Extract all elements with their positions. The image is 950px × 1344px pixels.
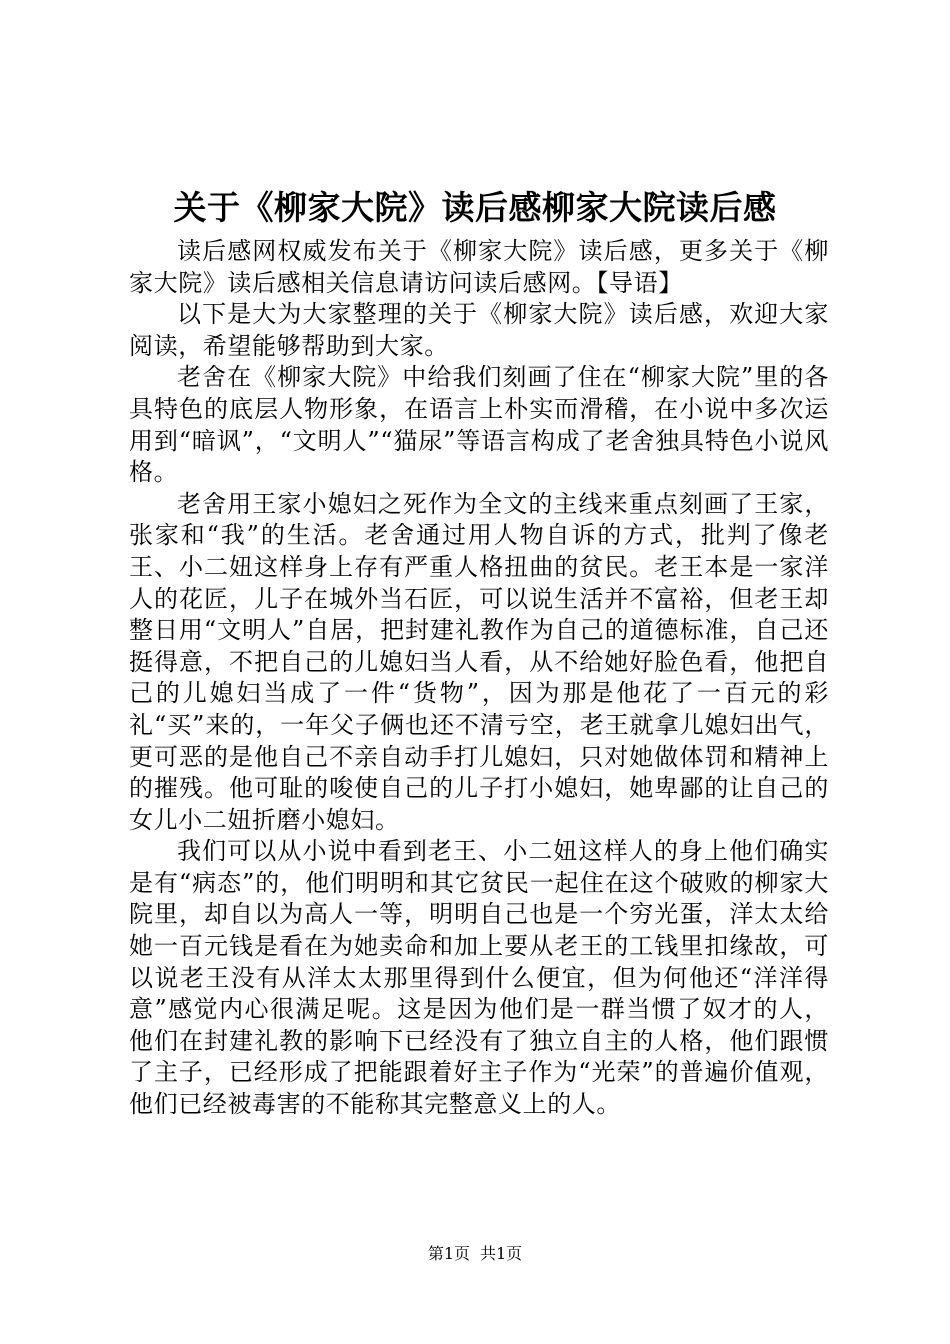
- paragraph-analysis: 我们可以从小说中看到老王、小二妞这样人的身上他们确实是有“病态”的，他们明明和其它贫民一起住在这个破败的柳家大院里，却自以为高人一等，明明自己也是一个穷光蛋，洋太太给她一百元钱是看在为她卖命和加上要从老王的工钱里扣缘故，可以说老王没有从洋太太那里得到什么便宜，但为何他还“洋洋得意”感觉内心很满足呢。这是因为他们是一群当惯了奴才的人，他们在封建礼教的影响下已经没有了独立自主的人格，他们跟惯了主子，已经形成了把能跟着好主子作为“光荣”的普遍价值观，他们已经被毒害的不能称其完整意义上的人。: [129, 837, 829, 1119]
- page-total: 共1页: [480, 1244, 523, 1263]
- document-title: 关于《柳家大院》读后感柳家大院读后感: [173, 188, 777, 227]
- paragraph-style: 老舍在《柳家大院》中给我们刻画了住在“柳家大院”里的各具特色的底层人物形象，在语言上朴实而滑稽，在小说中多次运用到“暗讽”，“文明人”“猫尿”等语言构成了老舍独具特色小说风格。: [129, 363, 829, 487]
- paragraph-wang-family: 老舍用王家小媳妇之死作为全文的主线来重点刻画了王家，张家和“我”的生活。老舍通过用人物自诉的方式，批判了像老王、小二妞这样身上存有严重人格扭曲的贫民。老王本是一家洋人的花匠，儿子在城外当石匠，可以说生活并不富裕，但老王却整日用“文明人”自居，把封建礼教作为自己的道德标准，自己还挺得意，不把自己的儿媳妇当人看，从不给她好脸色看，他把自己的儿媳妇当成了一件“货物”，因为那是他花了一百元的彩礼“买”来的，一年父子俩也还不清亏空，老王就拿儿媳妇出气，更可恶的是他自己不亲自动手打儿媳妇，只对她做体罚和精神上的摧残。他可耻的唆使自己的儿子打小媳妇，她卑鄙的让自己的女儿小二妞折磨小媳妇。: [129, 489, 829, 834]
- document-body: [129, 236, 829, 1121]
- paragraph-intro: 读后感网权威发布关于《柳家大院》读后感，更多关于《柳家大院》读后感相关信息请访问读后感网。【导语】: [129, 237, 829, 297]
- page-footer: [0, 1243, 950, 1265]
- page-number: 第1页: [427, 1244, 470, 1263]
- paragraph-preface: 以下是大为大家整理的关于《柳家大院》读后感，欢迎大家阅读，希望能够帮助到大家。: [129, 300, 829, 360]
